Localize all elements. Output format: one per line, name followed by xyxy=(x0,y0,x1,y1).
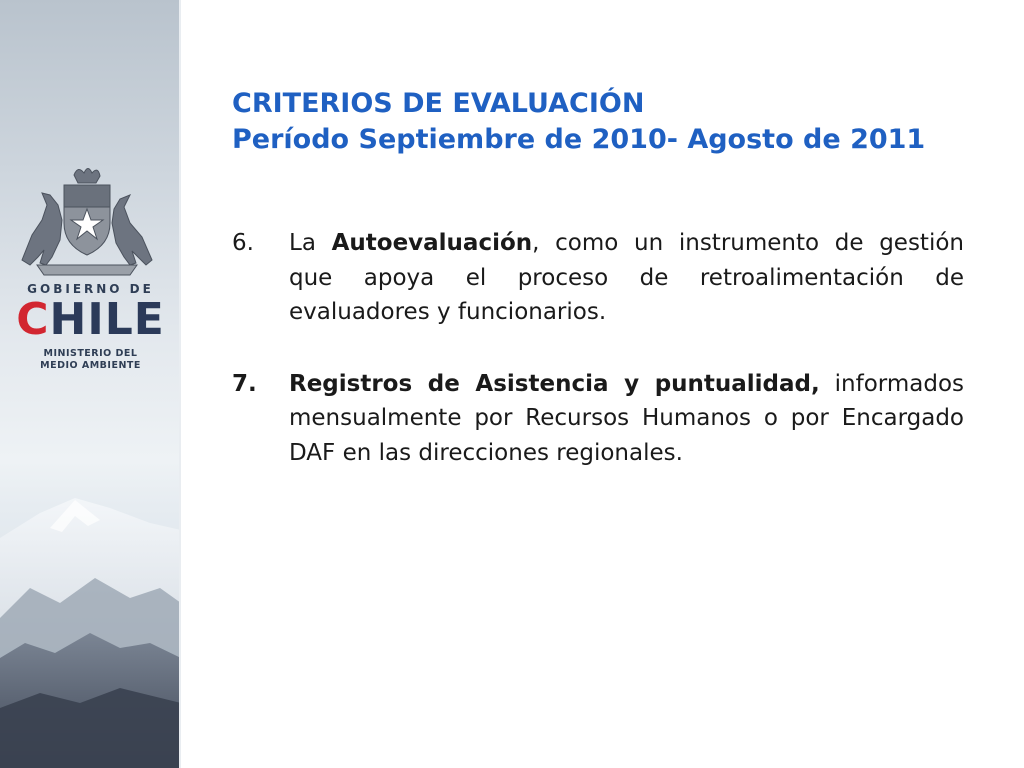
title-line-2: Período Septiembre de 2010- Agosto de 2011 xyxy=(232,124,926,155)
list-item xyxy=(232,367,964,471)
logo-ministry-text: MINISTERIO DEL MEDIO AMBIENTE xyxy=(40,348,141,371)
item-bold-text: Registros de Asistencia y puntualidad, xyxy=(289,370,820,397)
side-banner xyxy=(0,0,181,768)
banner-divider xyxy=(179,0,181,768)
criteria-list xyxy=(232,226,964,507)
slide-title xyxy=(232,86,992,158)
item-text: informados mensualmente por Recursos Humanos o por Encargado DAF en las direcciones regionales. xyxy=(289,370,964,466)
item-text: , como un instrumento de gestión que apoya el proceso de retroalimentación de evaluadores y funcionarios. xyxy=(289,230,964,325)
title-line-1: CRITERIOS DE EVALUACIÓN xyxy=(232,88,645,119)
item-number: 7. xyxy=(232,370,257,397)
item-bold-text: Autoevaluación xyxy=(331,230,533,256)
logo-government-text: GOBIERNO DE xyxy=(27,282,154,296)
item-number: 6. xyxy=(232,230,254,256)
logo-chile-text: CHILE xyxy=(16,294,165,345)
item-lead-text: La xyxy=(289,230,332,256)
coat-of-arms-icon xyxy=(12,165,162,280)
mountain-landscape-image xyxy=(0,468,181,768)
list-item xyxy=(232,226,964,330)
